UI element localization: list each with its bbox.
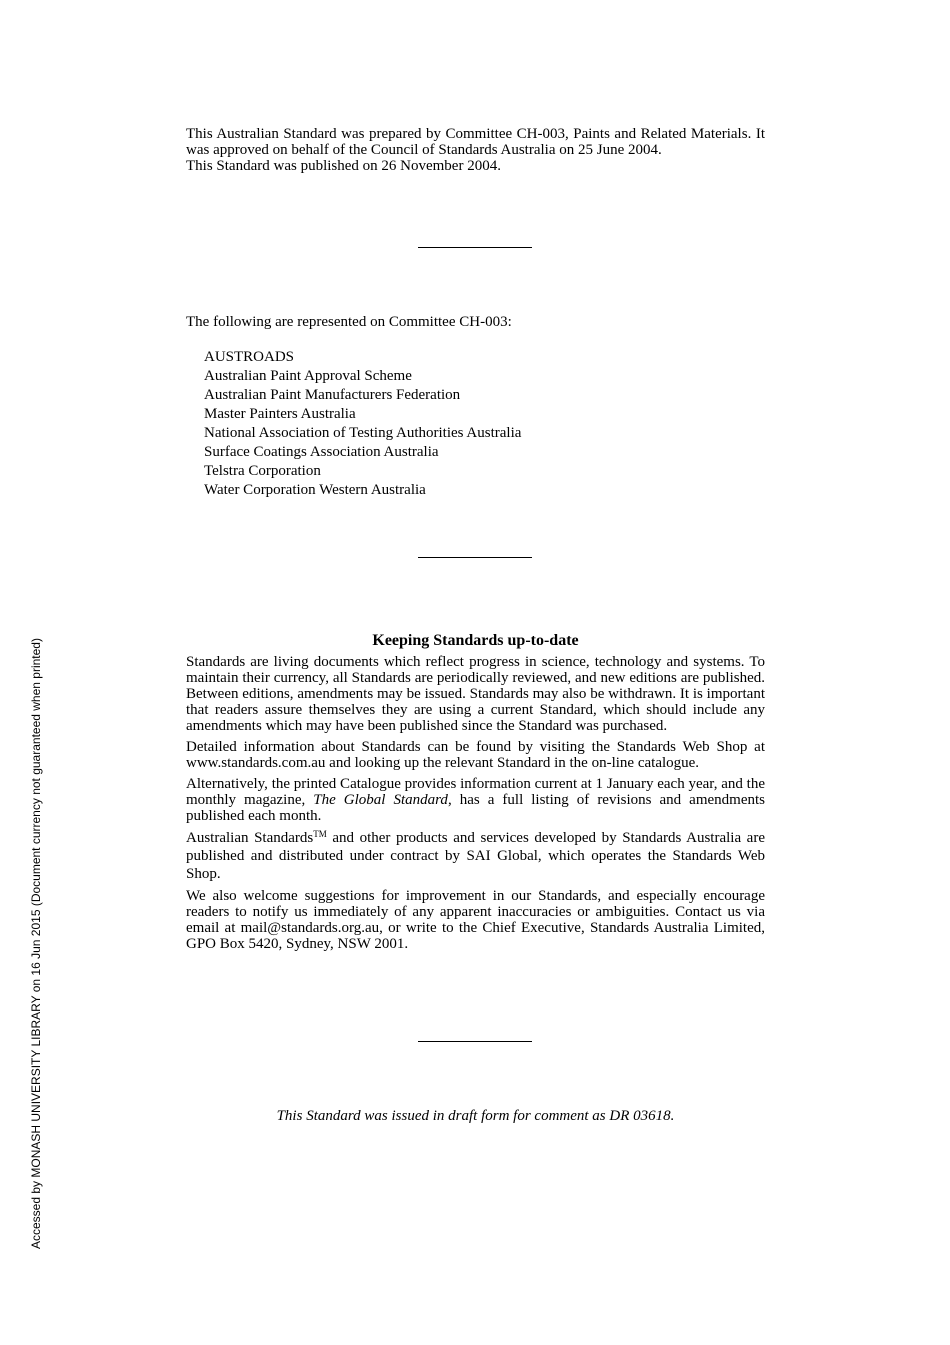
paragraph-living-documents: Standards are living documents which reflect progress in science, technology and systems. To maintain their currency, all Standards are periodically reviewed, and new editions are published. Between editions, amendments may be issued. Standards may also be withdrawn. It is important that readers assure themselves they are using a current Standard, which should include any amendments which may have been published since the Standard was purchased. [186, 654, 765, 734]
approval-block [186, 126, 765, 174]
access-watermark: Accessed by MONASH UNIVERSITY LIBRARY on 16 Jun 2015 (Document currency not guaranteed when printed) [29, 638, 43, 1249]
committee-member: National Association of Testing Authorities Australia [204, 425, 522, 441]
committee-member: Water Corporation Western Australia [204, 482, 426, 498]
paragraph-catalogue-text: Alternatively, the printed Catalogue provides information current at 1 January each year, and the monthly magazine, [186, 776, 765, 808]
section-heading: Keeping Standards up-to-date [372, 632, 579, 649]
paragraph-sai-text: Australian Standards [186, 830, 314, 846]
committee-member: Australian Paint Approval Scheme [204, 368, 412, 384]
separator-rule [418, 557, 532, 558]
paragraph-contact: We also welcome suggestions for improvement in our Standards, and especially encourage readers to notify us immediately of any apparent inaccuracies or ambiguities. Contact us via email at mail@standards.org.au, or write to the Chief Executive, Standards Australia Limited, GPO Box 5420, Sydney, NSW 2001. [186, 888, 765, 952]
committee-member-list [204, 348, 521, 500]
committee-member: Surface Coatings Association Australia [204, 444, 439, 460]
approval-statement: This Australian Standard was prepared by Committee CH-003, Paints and Related Materials. It was approved on behalf of the Council of Standards Australia on 25 June 2004. [186, 126, 765, 158]
draft-note: This Standard was issued in draft form for comment as DR 03618. [276, 1108, 675, 1124]
committee-intro: The following are represented on Committee CH-003: [186, 314, 512, 330]
paragraph-sai-text-end: and other products and services developed by Standards Australia are published and distributed under contract by SAI Global, which operates the Standards Web Shop. [186, 830, 765, 882]
paragraph-sai-global [186, 829, 765, 883]
committee-member: AUSTROADS [204, 349, 295, 365]
separator-rule [418, 1041, 532, 1042]
keeping-standards-section [186, 654, 765, 957]
committee-member: Australian Paint Manufacturers Federation [204, 387, 461, 403]
paragraph-web-shop: Detailed information about Standards can be found by visiting the Standards Web Shop at www.standards.com.au and looking up the relevant Standard in the on-line catalogue. [186, 739, 765, 771]
publication-date-statement: This Standard was published on 26 November 2004. [186, 158, 501, 174]
magazine-title: The Global Standard [313, 792, 448, 808]
paragraph-catalogue [186, 776, 765, 824]
separator-rule [418, 247, 532, 248]
committee-member: Master Painters Australia [204, 406, 356, 422]
committee-member: Telstra Corporation [204, 463, 321, 479]
paragraph-catalogue-text-end: , has a full listing of revisions and amendments published each month. [186, 792, 765, 824]
trademark-symbol: TM [313, 829, 327, 839]
